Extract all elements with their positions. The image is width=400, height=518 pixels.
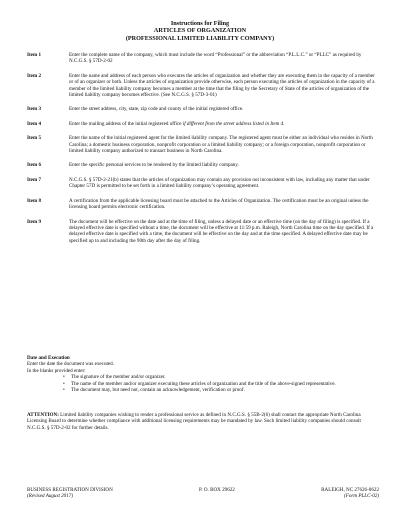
document-header: [0, 20, 400, 42]
footer-center: [199, 487, 235, 500]
instruction-items: [27, 52, 379, 252]
item-text-main: Enter the mailing address of the initial registered office: [69, 120, 183, 127]
instruction-item: [27, 52, 379, 65]
attention-notice: [27, 412, 379, 431]
item-text-emphasis: if different from the street address listed in Item 4.: [182, 120, 285, 127]
instruction-item: [27, 177, 379, 190]
instruction-item: [27, 135, 379, 154]
item-text: Enter the street address, city, state, zip code and county of the initial registered office.: [69, 106, 244, 113]
item-text: The document will be effective on the date and at the time of filing, unless a delayed date or an effective time (on the day of filing) is specified. If a delayed effective date is specified without a time, the document will be effective at 11:59 p.m. Raleigh, North Carolina time on the day specified. If a delayed effective date is specified with a time, the document will be effective on the day and at the time specified. A delayed effective date may be specified up to and including the 90th day after the day of filing.: [69, 218, 374, 244]
list-item: • The signature of the member and/or organizer.: [71, 374, 379, 380]
section-line: In the blanks provided enter:: [27, 367, 86, 374]
footer-revised: (Revised August 2017): [27, 493, 74, 500]
item-label: Item 5: [27, 135, 42, 142]
section-line: Enter the date the document was executed.: [27, 361, 114, 368]
item-text: Enter the name of the initial registered agent for the limited liability company. The registered agent must be either an individual who resides in North Carolina; a domestic business corporation, nonprofit corporation or a limited liability company; or a foreign corporation, nonprofit corporation or limited liability company authorized to transact business in North Carolina.: [69, 135, 373, 155]
instruction-item: [27, 162, 379, 168]
footer-right: [321, 487, 379, 500]
document-footer: [27, 487, 379, 500]
footer-city: RALEIGH, NC 27626-0622: [321, 487, 379, 493]
item-label: Item 9: [27, 218, 42, 225]
instruction-item: [27, 198, 379, 211]
item-text: N.C.G.S. § 57D-2-21(b) states that the articles of organization may contain any provision not inconsistent with law, including any matter that under Chapter 57D is permitted to be set forth in a limited liability company’s operating agreement.: [69, 176, 370, 190]
list-item: • The document may, but need not, contain an acknowledgement, verification or proof.: [71, 387, 379, 393]
list-item: • The name of the member and/or organizer executing these articles of organization and the title of the above-signed representative.: [71, 381, 379, 387]
header-subtitle-2: (PROFESSIONAL LIMITED LIABILITY COMPANY): [125, 34, 275, 42]
item-text: Enter the complete name of the company, which must include the word “Professional” or the abbreviation “P.L.L.C.” or “PLLC” as required by N.C.G.S. § 57D-2-02: [69, 52, 362, 65]
instruction-item: [27, 73, 379, 99]
item-label: Item 3: [27, 106, 42, 113]
attention-label: ATTENTION:: [27, 412, 59, 418]
attention-text: Limited liability companies wishing to render a professional service as defined in N.C.G.S. § 55B-2(6) shall contact the appropriate North Carolina Licensing Board to determine whether compliance with additional licensing requirements may be mandated by law. Such limited liability companies should consult N.C.G.S. § 57D-2-02 for further details.: [27, 412, 361, 431]
item-label: Item 2: [27, 72, 42, 79]
item-label: Item 8: [27, 197, 42, 204]
footer-division: BUSINESS REGISTRATION DIVISION: [27, 487, 113, 493]
item-label: Item 6: [27, 162, 42, 169]
date-execution-section: [27, 355, 379, 393]
footer-po-box: P. O. BOX 29622: [199, 487, 235, 493]
item-label: Item 7: [27, 176, 42, 183]
instruction-item: [27, 106, 379, 112]
item-text: Enter the specific personal services to be rendered by the limited liability company.: [69, 162, 239, 169]
item-text: Enter the name and address of each person who executes the articles of organization and whether they are executing them in the capacity of a member or of an organizer or both. Unless the articles of organization provide otherwise, each person executing the articles of organization in the capacity of a member of the limited liability company becomes a member at the time that the filing by the Secretary of State of the articles of organization of the limited liability company becomes effective. (See N.C.G.S. § 57D-3-01): [69, 72, 375, 99]
bullet-list: [27, 374, 379, 393]
instruction-item: [27, 121, 379, 127]
footer-left: [27, 487, 113, 500]
header-subtitle: ARTICLES OF ORGANIZATION: [153, 27, 247, 35]
header-title: Instructions for Filing: [170, 20, 230, 27]
instruction-item: [27, 219, 379, 245]
section-heading: Date and Execution: [27, 355, 70, 361]
item-label: Item 1: [27, 52, 42, 58]
footer-form: (Form PLLC-02): [344, 493, 379, 500]
item-label: Item 4: [27, 120, 42, 127]
item-text: [69, 121, 379, 127]
item-text: A certification from the applicable licensing board must be attached to the Articles of Organization. The certification must be an original unless the licensing board permits electronic certification.: [69, 197, 369, 211]
